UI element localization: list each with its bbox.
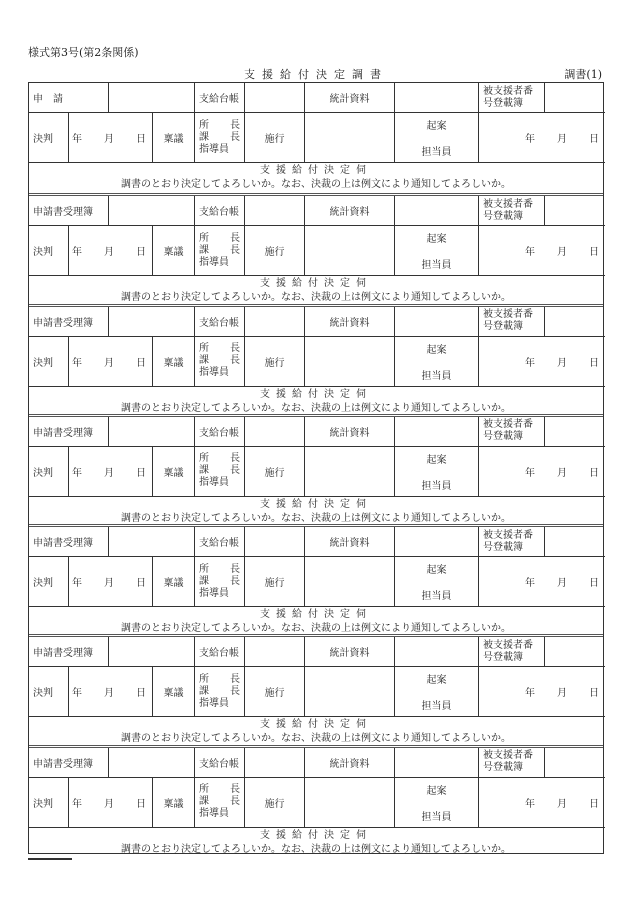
decision-label: 決判 — [29, 447, 69, 497]
approvers-label: 所 長 課 長 指導員 — [195, 447, 245, 497]
blank-cell — [109, 83, 195, 113]
blank-cell — [245, 196, 305, 226]
registry-label: 被支援者番 号登載簿 — [479, 196, 545, 226]
application-header: 申請書受理簿 — [29, 417, 109, 447]
blank-cell — [545, 748, 605, 778]
decision-heading: 支援給付決定伺 — [260, 165, 372, 176]
decision-block — [29, 83, 603, 193]
decision-text: 調書のとおり決定してよろしいか。なお、決裁の上は例文により通知してよろしいか。 — [121, 733, 511, 745]
draft-staff-label: 起案 担当員 — [395, 778, 479, 828]
form-id: 様式第3号(第2条関係) — [28, 46, 139, 59]
draft-staff-label: 起案 担当員 — [395, 337, 479, 387]
execution-label: 施行 — [245, 778, 305, 828]
stats-label: 統計資料 — [305, 527, 395, 557]
ringi-label: 稟議 — [153, 447, 195, 497]
approvers-label: 所 長 課 長 指導員 — [195, 226, 245, 276]
underline-mark — [28, 858, 72, 860]
decision-request — [29, 163, 603, 193]
draft-date: 年 月 日 — [479, 667, 605, 717]
decision-heading: 支援給付決定伺 — [260, 498, 372, 510]
application-header: 申請書受理簿 — [29, 527, 109, 557]
decision-text: 調書のとおり決定してよろしいか。なお、決裁の上は例文により通知してよろしいか。 — [121, 512, 511, 524]
draft-date: 年 月 日 — [479, 778, 605, 828]
decision-text: 調書のとおり決定してよろしいか。なお、決裁の上は例文により通知してよろしいか。 — [121, 402, 511, 414]
blank-cell — [305, 778, 395, 828]
ringi-label: 稟議 — [153, 226, 195, 276]
ringi-label: 稟議 — [153, 667, 195, 717]
application-header: 申請書受理簿 — [29, 748, 109, 778]
ledger-label: 支給台帳 — [195, 196, 245, 226]
blank-cell — [395, 527, 479, 557]
draft-date: 年 月 日 — [479, 337, 605, 387]
approval-grid — [29, 83, 605, 163]
blank-cell — [545, 307, 605, 337]
stats-label: 統計資料 — [305, 196, 395, 226]
decision-heading: 支援給付決定伺 — [260, 609, 372, 621]
decision-date: 年 月 日 — [69, 113, 153, 163]
decision-block — [29, 193, 603, 303]
doc-title: 支援給付決定調書 — [244, 68, 388, 81]
blank-cell — [109, 748, 195, 778]
approvers-label: 所 長 課 長 指導員 — [195, 113, 245, 163]
blank-cell — [545, 637, 605, 667]
approval-grid — [29, 307, 605, 387]
stats-label: 統計資料 — [305, 637, 395, 667]
draft-date: 年 月 日 — [479, 226, 605, 276]
blank-cell — [305, 226, 395, 276]
decision-text: 調書のとおり決定してよろしいか。なお、決裁の上は例文により通知してよろしいか。 — [121, 843, 511, 855]
decision-label: 決判 — [29, 226, 69, 276]
ringi-label: 稟議 — [153, 557, 195, 607]
approval-grid — [29, 417, 605, 497]
registry-label: 被支援者番 号登載簿 — [479, 748, 545, 778]
approvers-label: 所 長 課 長 指導員 — [195, 778, 245, 828]
stats-label: 統計資料 — [305, 417, 395, 447]
blank-cell — [245, 748, 305, 778]
blank-cell — [545, 83, 605, 113]
decision-date: 年 月 日 — [69, 447, 153, 497]
decision-date: 年 月 日 — [69, 778, 153, 828]
ringi-label: 稟議 — [153, 778, 195, 828]
decision-heading: 支援給付決定伺 — [260, 719, 372, 731]
decision-text: 調書のとおり決定してよろしいか。なお、決裁の上は例文により通知してよろしいか。 — [121, 179, 511, 190]
draft-staff-label: 起案 担当員 — [395, 447, 479, 497]
decision-request — [29, 497, 603, 527]
decision-label: 決判 — [29, 667, 69, 717]
decision-heading: 支援給付決定伺 — [260, 388, 372, 400]
decision-block — [29, 634, 603, 744]
ringi-label: 稟議 — [153, 113, 195, 163]
blank-cell — [245, 527, 305, 557]
decision-request — [29, 717, 603, 747]
blank-cell — [395, 637, 479, 667]
decision-sheet — [28, 82, 604, 854]
stats-label: 統計資料 — [305, 83, 395, 113]
decision-date: 年 月 日 — [69, 667, 153, 717]
decision-block — [29, 304, 603, 414]
decision-request — [29, 387, 603, 417]
decision-label: 決判 — [29, 337, 69, 387]
decision-request — [29, 828, 603, 858]
ledger-label: 支給台帳 — [195, 83, 245, 113]
decision-label: 決判 — [29, 778, 69, 828]
blank-cell — [245, 83, 305, 113]
application-header: 申請書受理簿 — [29, 196, 109, 226]
registry-label: 被支援者番 号登載簿 — [479, 417, 545, 447]
doc-number: 調書(1) — [564, 68, 602, 81]
execution-label: 施行 — [245, 113, 305, 163]
ringi-label: 稟議 — [153, 337, 195, 387]
execution-label: 施行 — [245, 337, 305, 387]
blank-cell — [395, 417, 479, 447]
draft-date: 年 月 日 — [479, 113, 605, 163]
blank-cell — [395, 196, 479, 226]
blank-cell — [305, 113, 395, 163]
execution-label: 施行 — [245, 447, 305, 497]
decision-block — [29, 745, 603, 855]
draft-staff-label: 起案 担当員 — [395, 226, 479, 276]
approval-grid — [29, 527, 605, 607]
ledger-label: 支給台帳 — [195, 307, 245, 337]
approvers-label: 所 長 課 長 指導員 — [195, 667, 245, 717]
decision-date: 年 月 日 — [69, 337, 153, 387]
decision-label: 決判 — [29, 557, 69, 607]
blank-cell — [305, 447, 395, 497]
blank-cell — [545, 417, 605, 447]
registry-label: 被支援者番 号登載簿 — [479, 83, 545, 113]
stats-label: 統計資料 — [305, 748, 395, 778]
ledger-label: 支給台帳 — [195, 637, 245, 667]
ledger-label: 支給台帳 — [195, 748, 245, 778]
blank-cell — [245, 637, 305, 667]
decision-request — [29, 276, 603, 306]
decision-block — [29, 414, 603, 524]
blank-cell — [395, 748, 479, 778]
stats-label: 統計資料 — [305, 307, 395, 337]
blank-cell — [395, 307, 479, 337]
decision-heading: 支援給付決定伺 — [260, 829, 372, 841]
approval-grid — [29, 637, 605, 717]
blank-cell — [545, 196, 605, 226]
blank-cell — [305, 557, 395, 607]
approval-grid — [29, 196, 605, 276]
draft-date: 年 月 日 — [479, 447, 605, 497]
decision-date: 年 月 日 — [69, 226, 153, 276]
execution-label: 施行 — [245, 667, 305, 717]
registry-label: 被支援者番 号登載簿 — [479, 637, 545, 667]
execution-label: 施行 — [245, 226, 305, 276]
blank-cell — [245, 307, 305, 337]
blank-cell — [305, 337, 395, 387]
execution-label: 施行 — [245, 557, 305, 607]
decision-block — [29, 524, 603, 634]
ledger-label: 支給台帳 — [195, 417, 245, 447]
registry-label: 被支援者番 号登載簿 — [479, 527, 545, 557]
decision-heading: 支援給付決定伺 — [260, 278, 372, 290]
decision-request — [29, 607, 603, 637]
draft-date: 年 月 日 — [479, 557, 605, 607]
blank-cell — [305, 667, 395, 717]
application-header: 申請書受理簿 — [29, 307, 109, 337]
draft-staff-label: 起案 担当員 — [395, 557, 479, 607]
application-header: 申請書受理簿 — [29, 637, 109, 667]
blank-cell — [245, 417, 305, 447]
approvers-label: 所 長 課 長 指導員 — [195, 337, 245, 387]
blank-cell — [545, 527, 605, 557]
decision-text: 調書のとおり決定してよろしいか。なお、決裁の上は例文により通知してよろしいか。 — [121, 292, 511, 304]
draft-staff-label: 起案 担当員 — [395, 667, 479, 717]
blank-cell — [109, 307, 195, 337]
draft-staff-label: 起案 担当員 — [395, 113, 479, 163]
ledger-label: 支給台帳 — [195, 527, 245, 557]
decision-text: 調書のとおり決定してよろしいか。なお、決裁の上は例文により通知してよろしいか。 — [121, 623, 511, 635]
application-header: 申 請 — [29, 83, 109, 113]
blank-cell — [109, 196, 195, 226]
decision-label: 決判 — [29, 113, 69, 163]
blank-cell — [109, 637, 195, 667]
blank-cell — [395, 83, 479, 113]
approvers-label: 所 長 課 長 指導員 — [195, 557, 245, 607]
blank-cell — [109, 527, 195, 557]
approval-grid — [29, 748, 605, 828]
decision-date: 年 月 日 — [69, 557, 153, 607]
registry-label: 被支援者番 号登載簿 — [479, 307, 545, 337]
blank-cell — [109, 417, 195, 447]
